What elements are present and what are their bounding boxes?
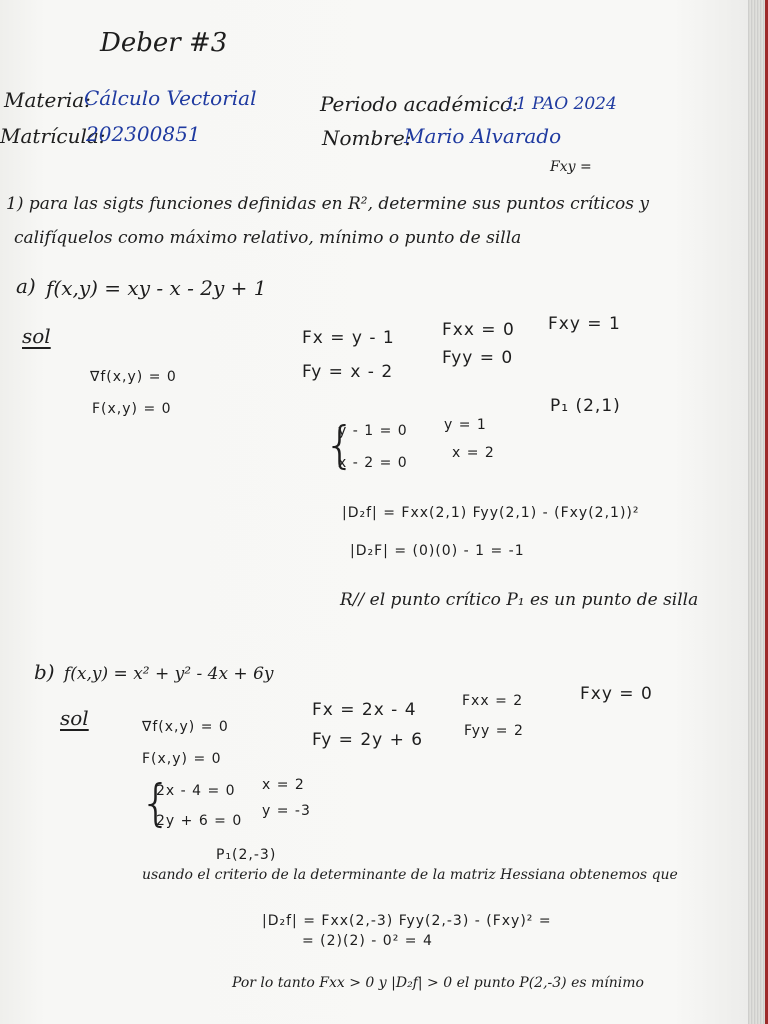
part-a-gradient: ∇f(x,y) = 0 — [90, 369, 177, 385]
part-b-hessian-formula: |D₂f| = Fxx(2,-3) Fyy(2,-3) - (Fxy)² = — [262, 913, 552, 929]
nombre-value: Mario Alvarado — [404, 124, 562, 148]
part-b-system-brace: { — [140, 774, 172, 832]
part-a-system-eq1: y - 1 = 0 — [338, 423, 408, 439]
matricula-label: Matrícula: — [0, 124, 106, 148]
part-a-x-solution: x = 2 — [452, 445, 495, 461]
part-a-critical-point: P₁ (2,1) — [550, 396, 621, 416]
part-b-critical-point: P₁(2,-3) — [216, 847, 277, 863]
periodo-label: Periodo académico: — [320, 92, 519, 116]
part-b-sol-label: sol — [60, 706, 89, 730]
part-b-system-eq2: 2y + 6 = 0 — [156, 813, 243, 829]
part-b-fyy: Fyy = 2 — [464, 723, 524, 739]
part-a-hessian-value: |D₂F| = (0)(0) - 1 = -1 — [350, 543, 525, 559]
part-b-label: b) — [34, 660, 55, 684]
part-b-criterion-text: usando el criterio de la determinante de la matriz Hessiana obtenemos que — [142, 867, 678, 883]
part-a-hessian-formula: |D₂f| = Fxx(2,1) Fyy(2,1) - (Fxy(2,1))² — [342, 505, 640, 521]
part-a-fx: Fx = y - 1 — [302, 328, 395, 348]
part-b-system-eq1: 2x - 4 = 0 — [156, 783, 236, 799]
matricula-value: 202300851 — [86, 122, 201, 146]
page-title: Deber #3 — [100, 28, 228, 58]
part-b-f-zero: F(x,y) = 0 — [142, 751, 222, 767]
prompt-line-1: 1) para las sigts funciones definidas en R², determine sus puntos críticos y — [6, 194, 649, 214]
part-b-gradient: ∇f(x,y) = 0 — [142, 719, 229, 735]
part-b-fxx: Fxx = 2 — [462, 693, 524, 709]
part-a-fxy: Fxy = 1 — [548, 314, 621, 334]
materia-label: Materia: — [4, 88, 91, 112]
part-a-y-solution: y = 1 — [444, 417, 487, 433]
part-a-fyy: Fyy = 0 — [442, 348, 514, 368]
part-a-f-zero: F(x,y) = 0 — [92, 401, 172, 417]
part-b-x-solution: x = 2 — [262, 777, 305, 793]
part-b-y-solution: y = -3 — [262, 803, 311, 819]
prompt-line-2: califíquelos como máximo relativo, mínimo o punto de silla — [14, 228, 522, 248]
nombre-label: Nombre: — [322, 126, 412, 150]
part-b-fx: Fx = 2x - 4 — [312, 700, 417, 720]
corner-note: Fxy = — [550, 159, 592, 175]
part-b-conclusion: Por lo tanto Fxx > 0 y |D₂f| > 0 el punto P(2,-3) es mínimo — [232, 975, 644, 991]
materia-value: Cálculo Vectorial — [84, 86, 257, 110]
periodo-value: 11 PAO 2024 — [505, 94, 617, 114]
part-a-fy: Fy = x - 2 — [302, 362, 394, 382]
part-a-function: f(x,y) = xy - x - 2y + 1 — [46, 276, 267, 300]
part-a-label: a) — [16, 274, 36, 298]
part-a-conclusion: R// el punto crítico P₁ es un punto de silla — [340, 590, 699, 610]
part-b-hessian-value: = (2)(2) - 0² = 4 — [302, 933, 433, 949]
part-b-fy: Fy = 2y + 6 — [312, 730, 424, 750]
part-b-fxy: Fxy = 0 — [580, 684, 653, 704]
part-a-system-eq2: x - 2 = 0 — [338, 455, 408, 471]
part-a-sol-label: sol — [22, 324, 51, 348]
part-a-fxx: Fxx = 0 — [442, 320, 515, 340]
part-a-system-brace: { — [324, 416, 356, 474]
part-b-function: f(x,y) = x² + y² - 4x + 6y — [64, 664, 274, 684]
